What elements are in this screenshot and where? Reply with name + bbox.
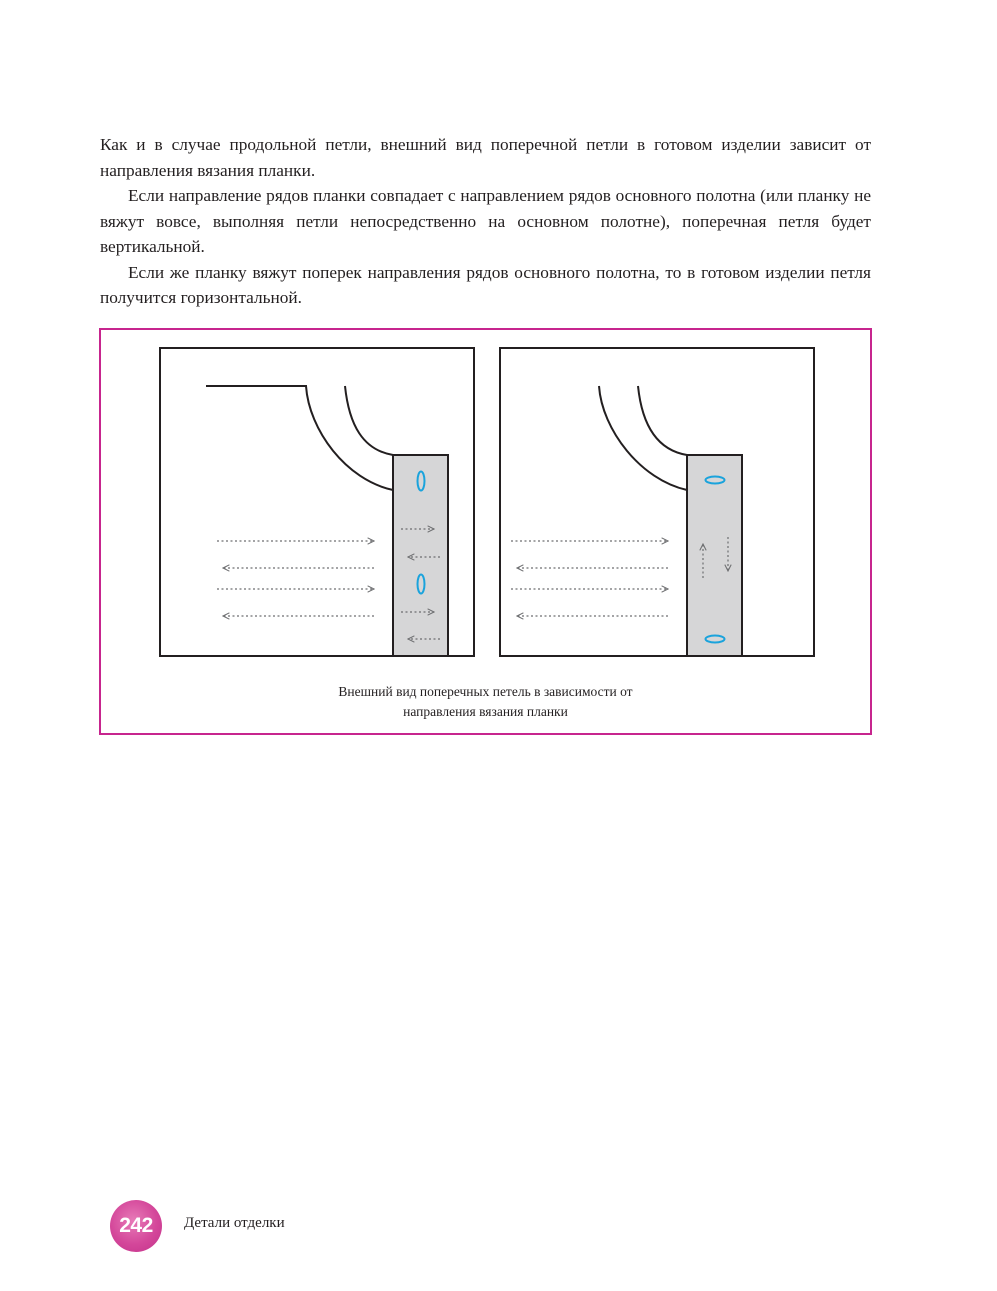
paragraph-3: Если же планку вяжут поперек направления рядов основного полотна, то в готовом изделии петля получится горизонтальной. xyxy=(100,262,871,307)
paragraph-1: Как и в случае продольной петли, внешний вид поперечной петли в готовом изделии зависит от направления вязания планки. xyxy=(100,135,871,180)
caption-line-2: направления вязания планки xyxy=(403,704,568,719)
running-footer-title: Детали отделки xyxy=(184,1215,285,1231)
body-text xyxy=(100,132,871,311)
page-number-badge xyxy=(110,1200,162,1252)
caption-line-1: Внешний вид поперечных петель в зависимости от xyxy=(338,684,633,699)
page-number: 242 xyxy=(119,1214,153,1237)
placket-right xyxy=(687,455,742,656)
figure-frame xyxy=(99,328,872,735)
diagram-horizontal-buttonholes xyxy=(500,348,814,656)
fabric-panel-right xyxy=(500,348,814,656)
diagram-vertical-buttonholes xyxy=(160,348,474,656)
placket-left xyxy=(393,455,448,656)
paragraph-2: Если направление рядов планки совпадает с направлением рядов основного полотна (или планку не вяжут вовсе, выполняя петли непосредственно на основном полотне), поперечная петля будет вертикальной. xyxy=(100,186,871,256)
figure-illustration xyxy=(101,330,870,733)
figure-caption xyxy=(101,682,870,722)
